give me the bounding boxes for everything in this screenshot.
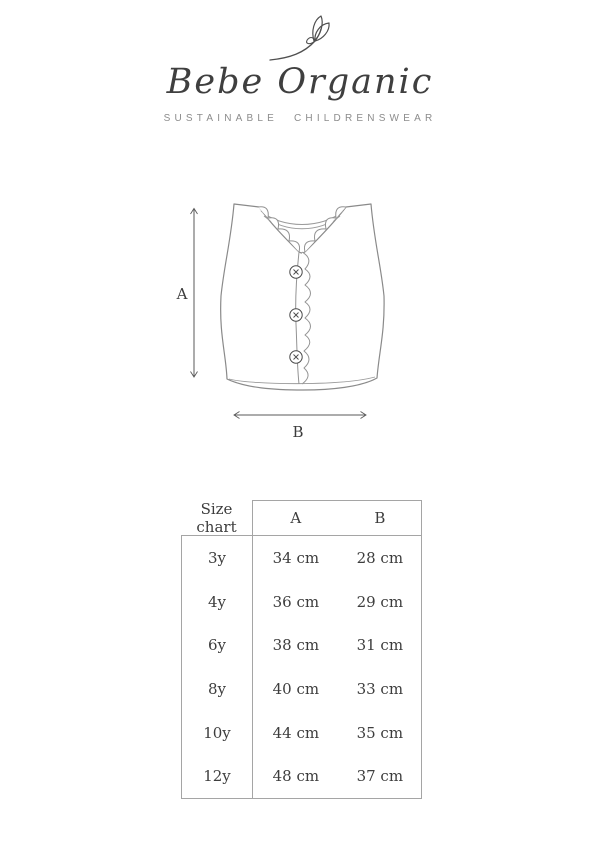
column-header-b: B xyxy=(374,509,386,527)
table-row xyxy=(253,754,421,798)
size-cell: 4y xyxy=(207,592,227,611)
value-cell-b: 37 cm xyxy=(356,767,404,786)
branch-leaf-icon xyxy=(268,14,332,62)
dimension-label-a: A xyxy=(176,285,188,303)
value-cell-a: 48 cm xyxy=(272,767,320,786)
value-cell-b: 33 cm xyxy=(356,679,404,698)
size-cell: 6y xyxy=(207,636,227,655)
size-cell: 3y xyxy=(207,548,227,567)
table-row xyxy=(253,536,421,580)
garment-diagram xyxy=(150,188,450,450)
table-row xyxy=(253,711,421,755)
brand-header xyxy=(0,0,600,124)
value-cell-b: 28 cm xyxy=(356,548,404,567)
value-cell-a: 40 cm xyxy=(272,679,320,698)
value-cell-b: 29 cm xyxy=(356,592,404,611)
dimension-arrow-b xyxy=(234,412,366,419)
brand-name: Bebe Organic xyxy=(166,62,434,102)
size-cell: 10y xyxy=(203,723,231,742)
column-header-a: A xyxy=(290,509,302,527)
measurement-columns xyxy=(252,500,422,799)
table-row xyxy=(253,580,421,624)
value-cell-a: 36 cm xyxy=(272,592,320,611)
size-cell: 8y xyxy=(207,679,227,698)
table-header-row xyxy=(253,501,421,536)
value-cell-b: 31 cm xyxy=(356,636,404,655)
size-cell: 12y xyxy=(203,767,231,786)
table-row xyxy=(253,667,421,711)
table-row xyxy=(253,623,421,667)
value-cell-a: 44 cm xyxy=(272,723,320,742)
brand-tagline: SUSTAINABLE CHILDRENSWEAR xyxy=(163,113,437,124)
table-body xyxy=(253,536,421,798)
corner-header: Size chart xyxy=(196,499,237,536)
value-cell-b: 35 cm xyxy=(356,723,404,742)
value-cell-a: 38 cm xyxy=(272,636,320,655)
size-column xyxy=(181,535,252,799)
dimension-arrow-a xyxy=(191,209,198,378)
dimension-label-b: B xyxy=(292,423,304,441)
value-cell-a: 34 cm xyxy=(272,548,320,567)
